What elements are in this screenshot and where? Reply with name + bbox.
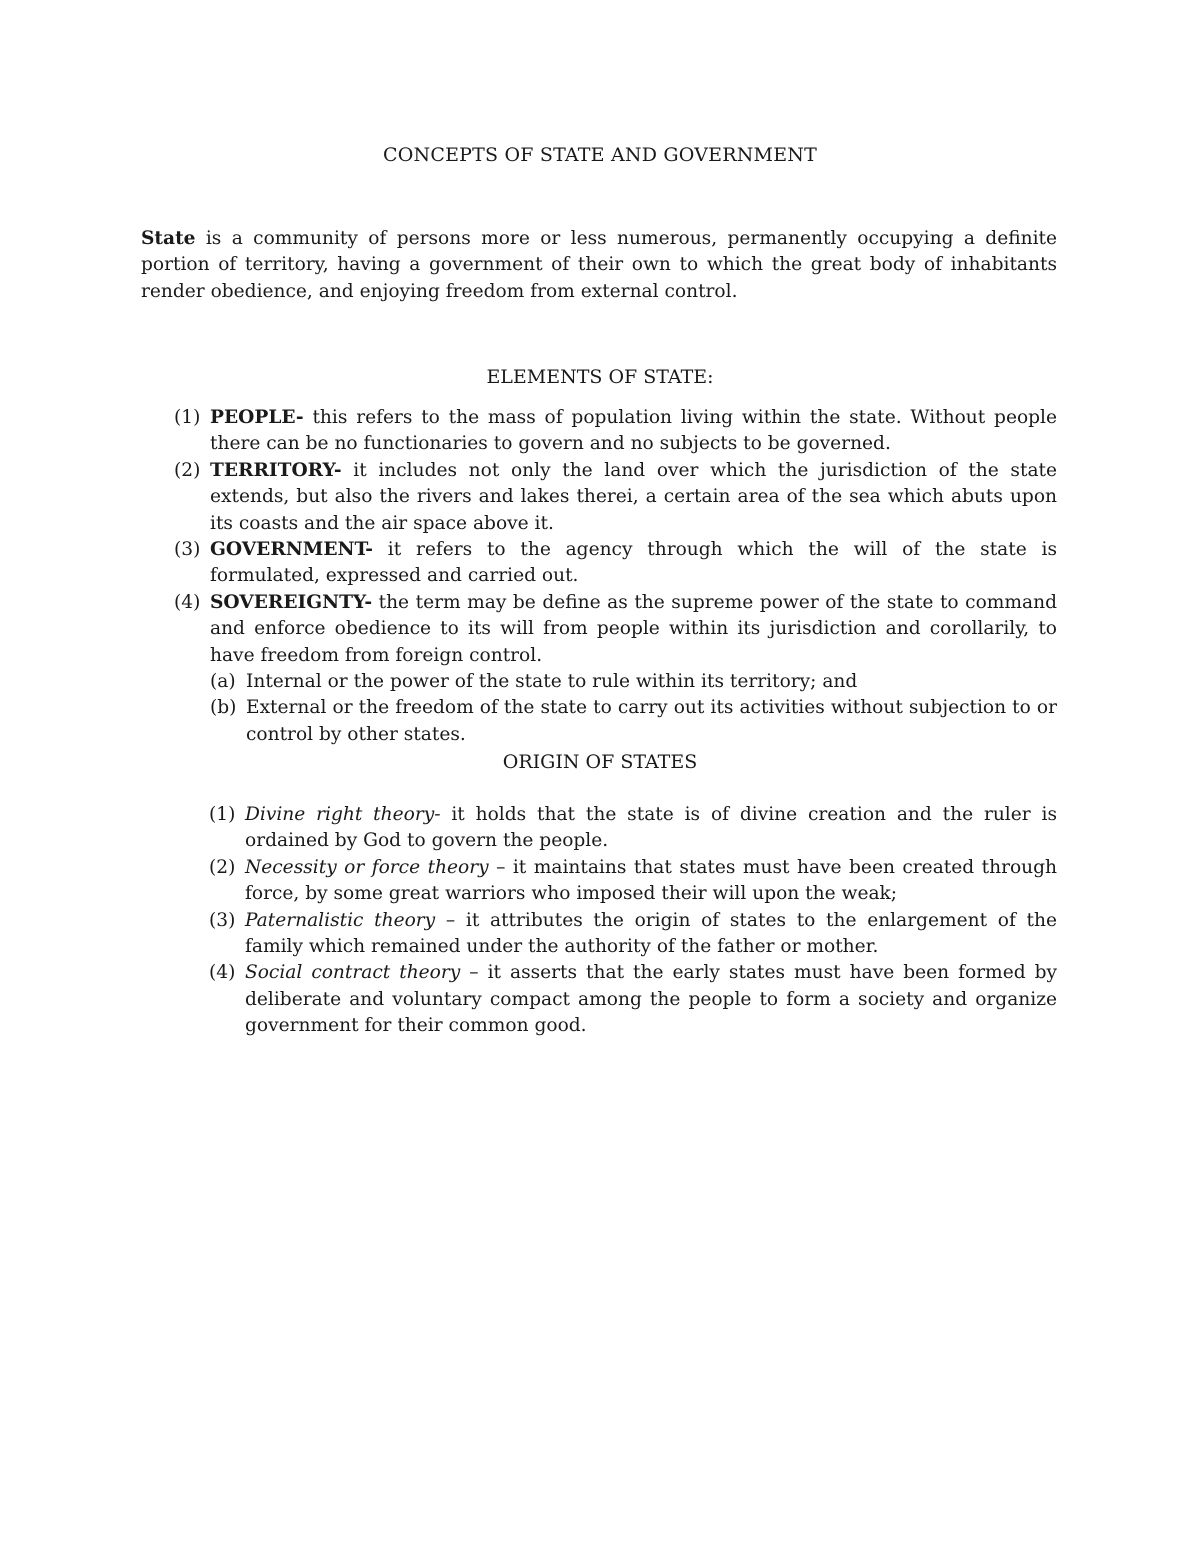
item-term: PEOPLE-: [210, 407, 304, 428]
item-description: it refers to the agency through which the will of the state is formulated, expressed and carried out.: [210, 539, 1057, 587]
sovereignty-sub-item-internal: [210, 669, 1057, 695]
item-description: the term may be define as the supreme power of the state to command and enforce obedience to its will from people within its jurisdiction and corollarily, to have freedom from foreign control.: [210, 591, 1057, 666]
origin-item-social-contract: [209, 960, 1057, 1039]
item-description: this refers to the mass of population living within the state. Without people there can be no functionaries to govern and no subjects to be governed.: [210, 407, 1057, 455]
element-item-people: [174, 405, 1057, 458]
item-description: – it asserts that the early states must have been formed by deliberate and voluntary compact among the people to form a society and organize government for their common good.: [245, 962, 1058, 1037]
item-number: (1): [209, 804, 236, 825]
sovereignty-sub-item-external: [210, 695, 1057, 748]
item-number: (3): [209, 909, 236, 931]
origin-of-states-list: [209, 802, 1057, 1040]
item-description: – it attributes the origin of states to the enlargement of the family which remained under the authority of the father or mother.: [245, 909, 1057, 958]
origin-item-divine-right: [209, 802, 1057, 855]
item-term: SOVEREIGNTY-: [210, 591, 373, 613]
sub-item-text: External or the freedom of the state to carry out its activities without subjection to or control by other states.: [246, 697, 1057, 745]
item-number: (4): [209, 962, 236, 984]
origin-item-paternalistic: [209, 908, 1057, 961]
sovereignty-sub-list: [210, 669, 1057, 748]
origin-of-states-heading: ORIGIN OF STATES: [502, 751, 698, 773]
item-description: it holds that the state is of divine creation and the ruler is ordained by God to govern the people.: [245, 804, 1057, 852]
item-term: TERRITORY-: [210, 459, 342, 481]
element-item-territory: [174, 458, 1057, 537]
item-term: Divine right theory-: [245, 804, 441, 825]
item-term: Paternalistic theory: [245, 909, 436, 931]
state-term: State: [141, 228, 196, 249]
item-term: GOVERNMENT-: [210, 539, 374, 561]
item-number: (3): [174, 539, 201, 561]
state-definition-text: is a community of persons more or less numerous, permanently occupying a definite portion of territory, having a government of their own to which the great body of inhabitants render obedience, and enjoying freedom from external control.: [141, 228, 1057, 302]
element-item-government: [174, 537, 1057, 590]
document-title: CONCEPTS OF STATE AND GOVERNMENT: [383, 144, 817, 166]
state-definition-paragraph: [141, 226, 1057, 305]
origin-item-necessity-force: [209, 855, 1057, 908]
item-term: Necessity or force theory: [245, 856, 489, 878]
elements-of-state-heading: ELEMENTS OF STATE:: [486, 366, 714, 388]
sub-item-letter: (a): [210, 671, 236, 693]
item-number: (4): [174, 591, 201, 613]
item-number: (2): [174, 459, 201, 481]
element-item-sovereignty: [174, 590, 1057, 748]
sub-item-text: Internal or the power of the state to rule within its territory; and: [246, 671, 858, 693]
item-number: (2): [209, 856, 236, 878]
item-description: – it maintains that states must have been created through force, by some great warriors who imposed their will upon the weak;: [245, 856, 1058, 905]
item-description: it includes not only the land over which the jurisdiction of the state extends, but also the rivers and lakes therei, a certain area of the sea which abuts upon its coasts and the air space above it.: [210, 459, 1057, 534]
item-number: (1): [174, 407, 201, 428]
elements-of-state-list: [174, 405, 1057, 748]
sub-item-letter: (b): [210, 697, 237, 719]
item-term: Social contract theory: [245, 962, 461, 984]
